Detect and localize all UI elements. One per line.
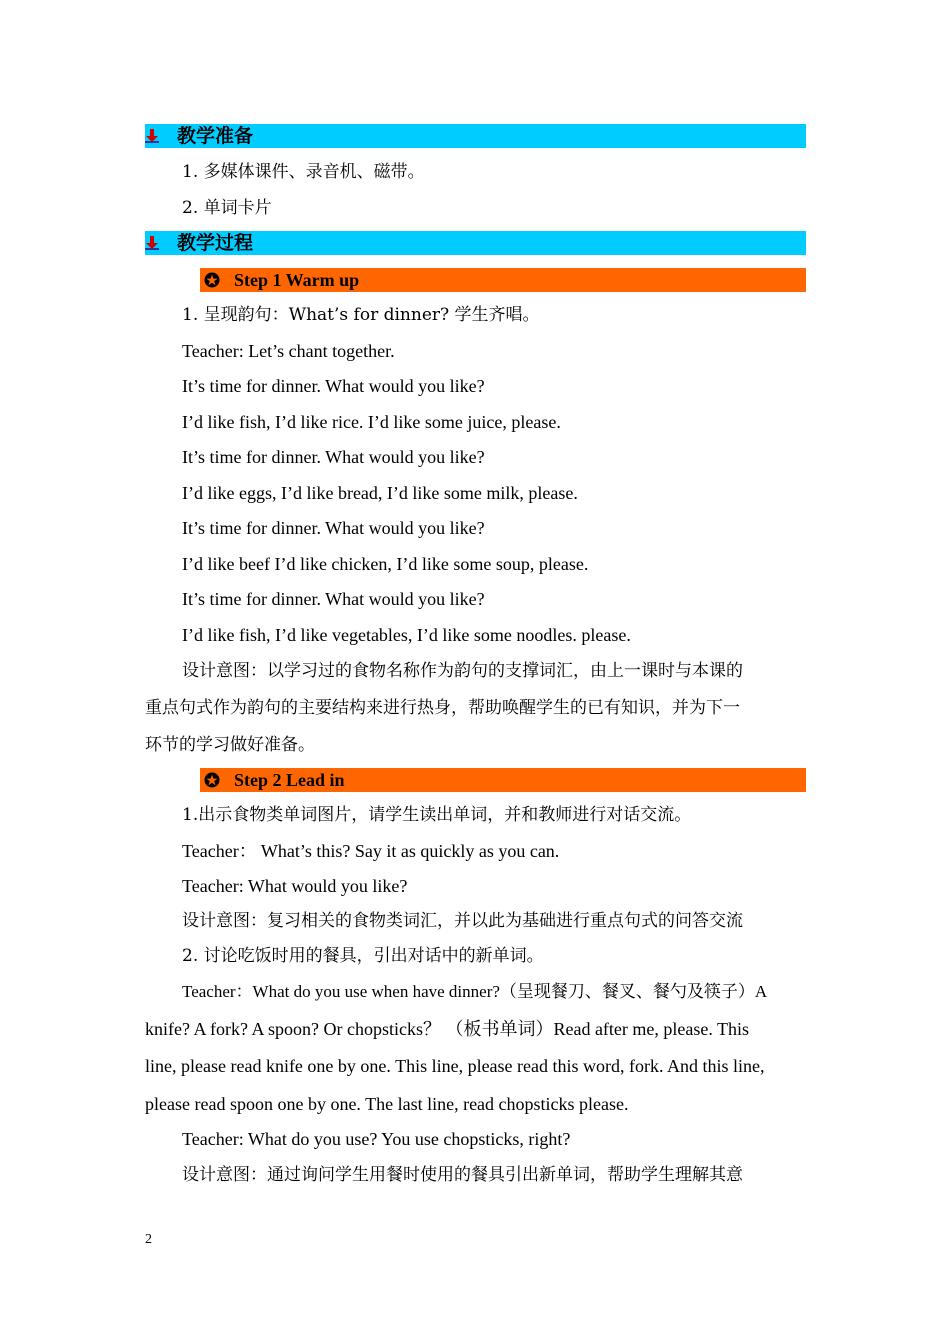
down-arrow-bullet-icon — [145, 129, 159, 143]
step1-line-3: It’s time for dinner. What would you like? — [182, 376, 485, 396]
step1-line-7: It’s time for dinner. What would you like? — [182, 518, 485, 538]
section-header-prep — [145, 124, 806, 148]
step1-line-1: 1. 呈现韵句：What’s for dinner? 学生齐唱。 — [182, 305, 540, 325]
step2-line-8: line, please read knife one by one. This line, please read this word, fork. And this line, — [145, 1056, 765, 1076]
step2-line-10: Teacher: What do you use? You use chopsticks, right? — [182, 1129, 571, 1149]
design-intent-1b: 重点句式作为韵句的主要结构来进行热身，帮助唤醒学生的已有知识，并为下一 — [145, 698, 740, 718]
step1-line-9: It’s time for dinner. What would you like? — [182, 589, 485, 609]
prep-item-2: 2. 单词卡片 — [182, 198, 272, 218]
step2-line-7: knife? A fork? A spoon? Or chopsticks？ （板书单词）Read after me, please. This — [145, 1019, 750, 1039]
step-header-2 — [200, 768, 806, 792]
step2-line-5: 2. 讨论吃饭时用的餐具，引出对话中的新单词。 — [182, 946, 544, 966]
step2-line-9: please read spoon one by one. The last line, read chopsticks please. — [145, 1094, 629, 1114]
step1-line-6: I’d like eggs, I’d like bread, I’d like some milk, please. — [182, 483, 578, 503]
step1-line-2: Teacher: Let’s chant together. — [182, 341, 395, 361]
step2-line-1: 1.出示食物类单词图片，请学生读出单词，并和教师进行对话交流。 — [182, 805, 692, 825]
section-header-process — [145, 231, 806, 255]
section-title: 教学准备 — [177, 125, 254, 147]
prep-item-1: 1. 多媒体课件、录音机、磁带。 — [182, 162, 425, 182]
step-title: Step 1 Warm up — [234, 270, 360, 290]
step1-line-10: I’d like fish, I’d like vegetables, I’d like some noodles. please. — [182, 625, 631, 645]
step1-line-4: I’d like fish, I’d like rice. I’d like some juice, please. — [182, 412, 561, 432]
section-title: 教学过程 — [177, 232, 254, 254]
design-intent-1a: 设计意图：以学习过的食物名称作为韵句的支撑词汇，由上一课时与本课的 — [182, 661, 743, 681]
step-header-1 — [200, 268, 806, 292]
step2-line-6: Teacher：What do you use when have dinner?（呈现餐刀、餐叉、餐勺及筷子）A — [182, 982, 768, 1001]
page-number: 2 — [145, 1232, 152, 1247]
step1-line-8: I’d like beef I’d like chicken, I’d like some soup, please. — [182, 554, 589, 574]
star-circle-icon — [204, 272, 220, 288]
star-circle-icon — [204, 772, 220, 788]
step2-line-3: Teacher: What would you like? — [182, 876, 408, 896]
design-intent-2a: 设计意图：复习相关的食物类词汇，并以此为基础进行重点句式的问答交流 — [182, 911, 743, 931]
design-intent-1c: 环节的学习做好准备。 — [145, 735, 315, 755]
step-title: Step 2 Lead in — [234, 770, 345, 790]
step2-line-2: Teacher： What’s this? Say it as quickly as you can. — [182, 841, 560, 861]
step1-line-5: It’s time for dinner. What would you like? — [182, 447, 485, 467]
down-arrow-bullet-icon — [145, 236, 159, 250]
design-intent-2b: 设计意图：通过询问学生用餐时使用的餐具引出新单词，帮助学生理解其意 — [182, 1165, 743, 1185]
